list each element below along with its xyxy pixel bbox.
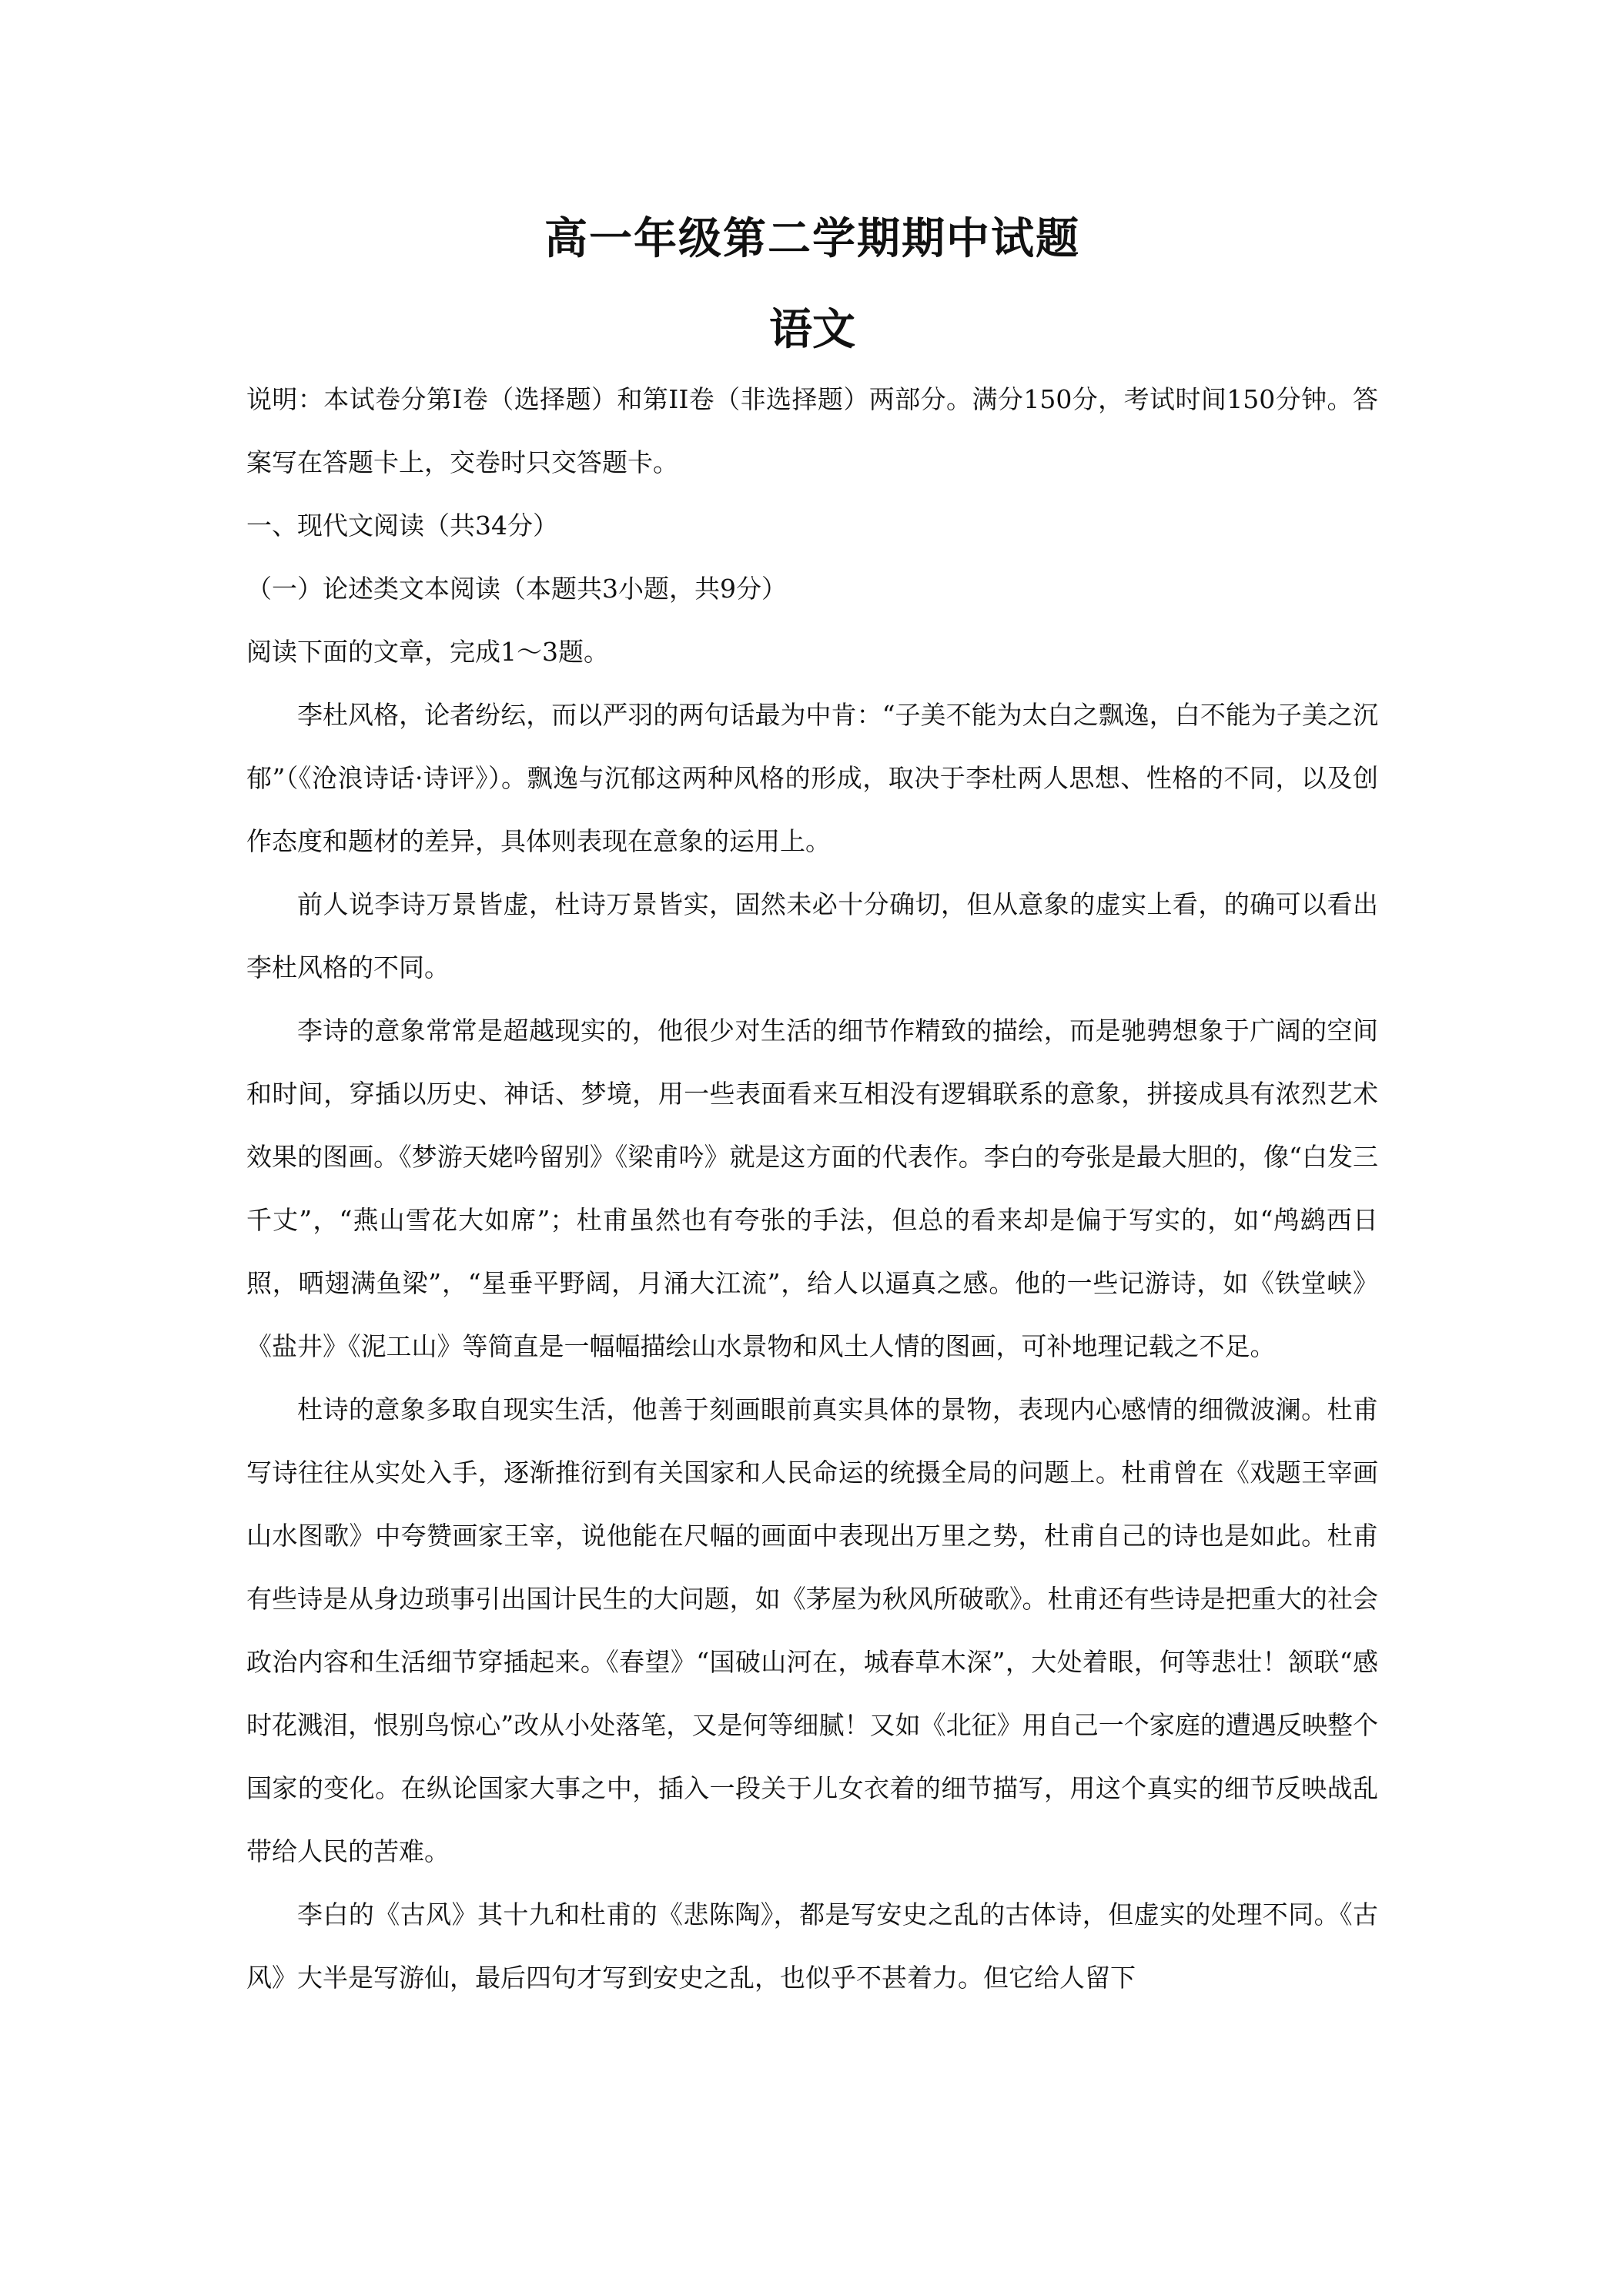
passage-paragraph-1: 李杜风格，论者纷纭，而以严羽的两句话最为中肯：“子美不能为太白之飘逸，白不能为子美之沉郁”（《沧浪诗话·诗评》）。飘逸与沉郁这两种风格的形成，取决于李杜两人思想、性格的不同，以及创作态度和题材的差异，具体则表现在意象的运用上。 [246, 700, 1378, 856]
section-heading: 一、现代文阅读（共34分） [246, 510, 558, 541]
subject-title: 语文 [769, 304, 855, 355]
passage-paragraph-2: 前人说李诗万景皆虚，杜诗万景皆实，固然未必十分确切，但从意象的虚实上看，的确可以看出李杜风格的不同。 [246, 889, 1378, 982]
subsection-heading: （一）论述类文本阅读（本题共3小题，共9分） [246, 574, 787, 604]
passage-paragraph-4: 杜诗的意象多取自现实生活，他善于刻画眼前真实具体的景物，表现内心感情的细微波澜。杜甫写诗往往从实处入手，逐渐推衍到有关国家和人民命运的统摄全局的问题上。杜甫曾在《戏题王宰画山水图歌》中夸赞画家王宰，说他能在尺幅的画面中表现出万里之势，杜甫自己的诗也是如此。杜甫有些诗是从身边琐事引出国计民生的大问题，如《茅屋为秋风所破歌》。杜甫还有些诗是把重大的社会政治内容和生活细节穿插起来。《春望》“国破山河在，城春草木深”，大处着眼，何等悲壮！颔联“感时花溅泪，恨别鸟惊心”改从小处落笔，又是何等细腻！又如《北征》用自己一个家庭的遭遇反映整个国家的变化。在纵论国家大事之中，插入一段关于儿女衣着的细节描写，用这个真实的细节反映战乱带给人民的苦难。 [246, 1394, 1378, 1866]
exam-body [246, 368, 1378, 2010]
exam-title: 高一年级第二学期期中试题 [544, 213, 1080, 264]
passage-paragraph-3: 李诗的意象常常是超越现实的，他很少对生活的细节作精致的描绘，而是驰骋想象于广阔的空间和时间，穿插以历史、神话、梦境，用一些表面看来互相没有逻辑联系的意象，拼接成具有浓烈艺术效果的图画。《梦游天姥吟留别》《梁甫吟》就是这方面的代表作。李白的夸张是最大胆的，像“白发三千丈”，“燕山雪花大如席”；杜甫虽然也有夸张的手法，但总的看来却是偏于写实的，如“鸬鹚西日照，晒翅满鱼梁”，“星垂平野阔，月涌大江流”，给人以逼真之感。他的一些记游诗，如《铁堂峡》《盐井》《泥工山》等简直是一幅幅描绘山水景物和风土人情的图画，可补地理记载之不足。 [246, 1016, 1378, 1361]
passage-paragraph-5: 李白的《古风》其十九和杜甫的《悲陈陶》，都是写安史之乱的古体诗，但虚实的处理不同。《古风》大半是写游仙，最后四句才写到安史之乱，也似乎不甚着力。但它给人留下 [246, 1899, 1378, 1993]
instructions: 说明：本试卷分第I卷（选择题）和第II卷（非选择题）两部分。满分150分，考试时间150分钟。答案写在答题卡上，交卷时只交答题卡。 [246, 384, 1378, 477]
reading-directive: 阅读下面的文章，完成1～3题。 [246, 637, 609, 667]
